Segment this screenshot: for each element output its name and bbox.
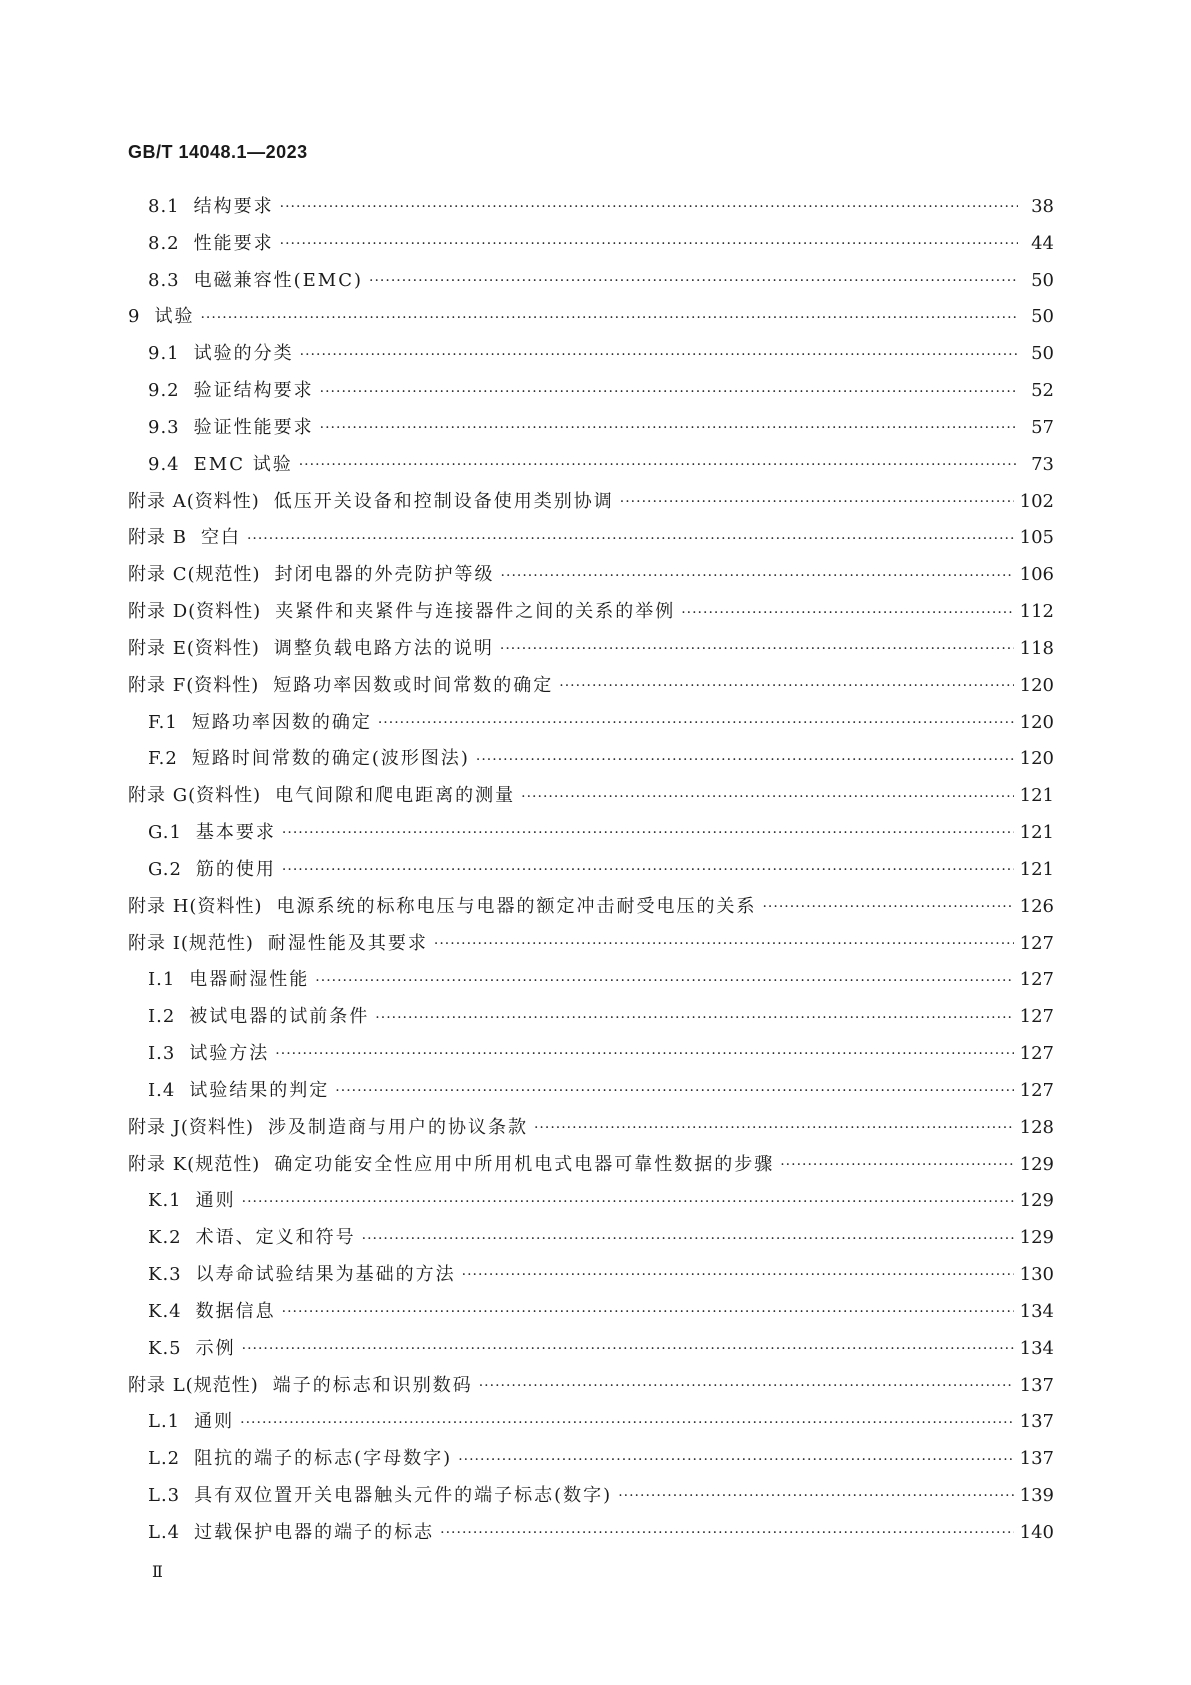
toc-entry-page: 134: [1019, 1300, 1054, 1322]
toc-entry-page: 137: [1019, 1411, 1054, 1433]
toc-entry-title: 试验方法: [189, 1043, 270, 1065]
toc-entry-title: 电气间隙和爬电距离的测量: [275, 785, 516, 807]
toc-entry-number: 附录 B: [128, 527, 187, 549]
toc-entry[interactable]: [128, 965, 1054, 1002]
toc-entry-number: K.1: [148, 1190, 182, 1212]
toc-entry-page: 73: [1031, 453, 1054, 475]
toc-leader-dots: [479, 1380, 1014, 1398]
toc-entry-title: 验证性能要求: [193, 416, 314, 438]
toc-entry[interactable]: [128, 1297, 1054, 1334]
toc-entry-number: 8.2: [148, 232, 180, 254]
toc-leader-dots: [315, 975, 1013, 993]
toc-entry-number: L.1: [148, 1411, 181, 1433]
toc-entry[interactable]: [128, 339, 1054, 376]
toc-entry-title: 试验: [154, 306, 195, 328]
toc-leader-dots: [242, 1196, 1014, 1214]
toc-entry[interactable]: [128, 744, 1054, 781]
toc-entry-page: 112: [1019, 601, 1054, 623]
toc-entry[interactable]: [128, 1334, 1054, 1371]
toc-entry-page: 134: [1019, 1337, 1054, 1359]
toc-entry[interactable]: [128, 781, 1054, 818]
toc-entry-title: 示例: [195, 1337, 236, 1359]
toc-leader-dots: [434, 938, 1014, 956]
toc-entry-title: 端子的标志和识别数码: [272, 1374, 473, 1396]
toc-entry[interactable]: [128, 1223, 1054, 1260]
toc-leader-dots: [369, 275, 1018, 293]
toc-leader-dots: [476, 754, 1014, 772]
toc-leader-dots: [362, 1233, 1014, 1251]
toc-leader-dots: [500, 643, 1014, 661]
toc-entry-page: 121: [1019, 822, 1054, 844]
toc-entry-title: 电源系统的标称电压与电器的额定冲击耐受电压的关系: [276, 895, 757, 917]
toc-leader-dots: [780, 1159, 1013, 1177]
toc-entry-title: 术语、定义和符号: [195, 1227, 356, 1249]
toc-entry-page: 102: [1019, 490, 1054, 512]
toc-entry-page: 137: [1019, 1374, 1054, 1396]
toc-entry[interactable]: [128, 1186, 1054, 1223]
toc-leader-dots: [462, 1269, 1014, 1287]
toc-entry[interactable]: [128, 634, 1054, 671]
toc-entry[interactable]: [128, 487, 1054, 524]
toc-entry-title: 夹紧件和夹紧件与连接器件之间的关系的举例: [275, 601, 676, 623]
toc-entry[interactable]: [128, 818, 1054, 855]
toc-entry-number: K.4: [148, 1300, 182, 1322]
toc-leader-dots: [282, 1306, 1014, 1324]
toc-entry[interactable]: [128, 1518, 1054, 1555]
toc-entry-number: 9.1: [148, 343, 180, 365]
toc-entry-page: 127: [1019, 1043, 1054, 1065]
toc-entry-page: 120: [1019, 748, 1054, 770]
toc-entry-page: 140: [1019, 1521, 1054, 1543]
toc-entry-page: 120: [1019, 674, 1054, 696]
toc-entry-title: 确定功能安全性应用中所用机电式电器可靠性数据的步骤: [274, 1153, 775, 1175]
toc-entry-number: K.2: [148, 1227, 182, 1249]
toc-entry[interactable]: [128, 1371, 1054, 1408]
toc-leader-dots: [534, 1122, 1014, 1140]
toc-entry[interactable]: [128, 929, 1054, 966]
toc-entry-number: I.2: [148, 1006, 176, 1028]
toc-entry-number: I.3: [148, 1043, 176, 1065]
toc-entry-title: 短路时间常数的确定(波形图法): [191, 748, 470, 770]
toc-leader-dots: [335, 1085, 1013, 1103]
toc-entry-title: 短路功率因数的确定: [191, 711, 372, 733]
toc-entry-title: EMC 试验: [193, 453, 293, 475]
toc-entry-page: 127: [1019, 1079, 1054, 1101]
toc-entry-title: 结构要求: [193, 196, 274, 217]
toc-entry-page: 128: [1019, 1116, 1054, 1138]
toc-entry-number: 9.4: [148, 453, 180, 475]
toc-entry-number: F.2: [148, 748, 178, 770]
toc-entry-page: 137: [1019, 1448, 1054, 1470]
toc-entry-title: 筋的使用: [195, 858, 276, 880]
toc-leader-dots: [300, 349, 1018, 367]
toc-entry-title: 数据信息: [195, 1300, 276, 1322]
toc-entry-page: 121: [1019, 858, 1054, 880]
toc-entry-title: 被试电器的试前条件: [189, 1006, 370, 1028]
toc-entry-number: 附录 K(规范性): [128, 1153, 261, 1175]
toc-leader-dots: [681, 607, 1013, 625]
toc-entry-number: L.4: [148, 1521, 181, 1543]
toc-entry-title: 低压开关设备和控制设备使用类别协调: [273, 490, 614, 512]
toc-entry-number: 8.3: [148, 269, 180, 291]
toc-entry-page: 130: [1019, 1264, 1054, 1286]
document-code: GB/T 14048.1—2023: [128, 142, 308, 162]
toc-entry-title: 试验结果的判定: [189, 1079, 330, 1101]
toc-entry-page: 50: [1031, 269, 1054, 291]
toc-entry-number: I.1: [148, 969, 176, 991]
toc-leader-dots: [320, 422, 1018, 440]
toc-entry-number: F.1: [148, 711, 178, 733]
toc-entry[interactable]: [128, 376, 1054, 413]
toc-entry-number: K.3: [148, 1264, 182, 1286]
toc-entry-title: 耐湿性能及其要求: [267, 932, 428, 954]
toc-entry[interactable]: [128, 1113, 1054, 1150]
toc-entry-page: 118: [1019, 637, 1054, 659]
toc-entry[interactable]: [128, 1002, 1054, 1039]
toc-entry[interactable]: [128, 1407, 1054, 1444]
toc-entry-number: 附录 C(规范性): [128, 564, 261, 586]
toc-entry-page: 126: [1019, 895, 1054, 917]
toc-leader-dots: [375, 1012, 1013, 1030]
toc-entry[interactable]: [128, 855, 1054, 892]
toc-entry-title: 涉及制造商与用户的协议条款: [267, 1116, 528, 1138]
toc-entry[interactable]: [128, 302, 1054, 339]
toc-entry[interactable]: [128, 413, 1054, 450]
toc-entry-title: 封闭电器的外壳防护等级: [274, 564, 495, 586]
table-of-contents: [128, 192, 1054, 1555]
toc-entry-title: 空白: [200, 527, 241, 549]
toc-entry-page: 129: [1019, 1153, 1054, 1175]
toc-leader-dots: [618, 1490, 1013, 1508]
toc-entry-title: 短路功率因数或时间常数的确定: [273, 674, 554, 696]
toc-entry-page: 127: [1019, 1006, 1054, 1028]
page-number: Ⅱ: [152, 1562, 163, 1581]
toc-leader-dots: [299, 459, 1018, 477]
toc-entry[interactable]: [128, 597, 1054, 634]
toc-entry-number: 附录 J(资料性): [128, 1116, 254, 1138]
toc-entry-title: 基本要求: [195, 822, 276, 844]
toc-entry-number: G.1: [148, 822, 182, 844]
toc-leader-dots: [200, 312, 1018, 330]
toc-entry-title: 阻抗的端子的标志(字母数字): [194, 1448, 453, 1470]
toc-entry-number: 9.3: [148, 416, 180, 438]
toc-entry-number: G.2: [148, 858, 182, 880]
toc-entry[interactable]: [128, 1076, 1054, 1113]
toc-entry-title: 通则: [195, 1190, 236, 1212]
toc-entry-title: 性能要求: [193, 232, 274, 254]
toc-leader-dots: [458, 1454, 1013, 1472]
toc-leader-dots: [282, 864, 1014, 882]
toc-leader-dots: [620, 496, 1014, 514]
toc-leader-dots: [378, 717, 1014, 735]
toc-entry-page: 38: [1031, 196, 1054, 217]
toc-leader-dots: [282, 827, 1014, 845]
toc-entry[interactable]: [128, 523, 1054, 560]
toc-entry-number: 附录 G(资料性): [128, 785, 262, 807]
toc-entry[interactable]: [128, 708, 1054, 745]
toc-entry-number: 附录 D(资料性): [128, 601, 262, 623]
toc-leader-dots: [521, 791, 1013, 809]
toc-entry[interactable]: [128, 450, 1054, 487]
toc-entry-page: 52: [1031, 380, 1054, 402]
toc-entry-number: L.2: [148, 1448, 181, 1470]
toc-entry-title: 通则: [194, 1411, 235, 1433]
toc-entry-page: 139: [1019, 1484, 1054, 1506]
toc-leader-dots: [762, 901, 1013, 919]
toc-entry[interactable]: [128, 1039, 1054, 1076]
toc-entry[interactable]: [128, 892, 1054, 929]
toc-entry-number: L.3: [148, 1484, 181, 1506]
toc-leader-dots: [280, 201, 1018, 219]
toc-entry-number: 附录 H(资料性): [128, 895, 263, 917]
toc-entry-title: 电磁兼容性(EMC): [193, 269, 364, 291]
toc-leader-dots: [559, 680, 1013, 698]
toc-entry-title: 试验的分类: [193, 343, 294, 365]
toc-entry-number: 附录 A(资料性): [128, 490, 260, 512]
toc-entry-number: 附录 E(资料性): [128, 637, 260, 659]
toc-entry-page: 127: [1019, 932, 1054, 954]
toc-leader-dots: [247, 533, 1014, 551]
toc-entry[interactable]: [128, 266, 1054, 303]
toc-leader-dots: [280, 238, 1018, 256]
toc-entry-title: 电器耐湿性能: [189, 969, 310, 991]
toc-entry-number: I.4: [148, 1079, 176, 1101]
toc-entry-page: 106: [1019, 564, 1054, 586]
toc-entry-page: 120: [1019, 711, 1054, 733]
toc-leader-dots: [320, 386, 1018, 404]
toc-entry-page: 50: [1031, 343, 1054, 365]
toc-entry-number: 附录 F(资料性): [128, 674, 260, 696]
toc-entry[interactable]: [128, 1444, 1054, 1481]
toc-leader-dots: [242, 1343, 1014, 1361]
toc-entry-page: 57: [1031, 416, 1054, 438]
toc-leader-dots: [440, 1527, 1014, 1545]
toc-entry[interactable]: [128, 1260, 1054, 1297]
toc-entry-page: 50: [1031, 306, 1054, 328]
toc-entry-number: 附录 L(规范性): [128, 1374, 259, 1396]
toc-leader-dots: [275, 1048, 1013, 1066]
toc-entry-number: 8.1: [148, 196, 180, 217]
toc-entry-title: 验证结构要求: [193, 380, 314, 402]
toc-entry-page: 121: [1019, 785, 1054, 807]
toc-entry-title: 具有双位置开关电器触头元件的端子标志(数字): [194, 1484, 613, 1506]
toc-entry-page: 129: [1019, 1227, 1054, 1249]
toc-entry-number: 9: [128, 306, 141, 328]
toc-entry[interactable]: [128, 1481, 1054, 1518]
toc-entry-page: 105: [1019, 527, 1054, 549]
toc-entry[interactable]: [128, 1150, 1054, 1187]
toc-entry-title: 过载保护电器的端子的标志: [194, 1521, 435, 1543]
toc-entry-page: 44: [1031, 232, 1054, 254]
toc-leader-dots: [501, 570, 1014, 588]
toc-entry-number: 9.2: [148, 380, 180, 402]
toc-leader-dots: [240, 1417, 1014, 1435]
toc-entry[interactable]: [128, 229, 1054, 266]
toc-entry-title: 调整负载电路方法的说明: [273, 637, 494, 659]
toc-entry-number: 附录 I(规范性): [128, 932, 254, 954]
toc-entry-title: 以寿命试验结果为基础的方法: [195, 1264, 456, 1286]
toc-entry-page: 129: [1019, 1190, 1054, 1212]
toc-entry[interactable]: [128, 560, 1054, 597]
toc-entry[interactable]: [128, 192, 1054, 229]
toc-entry[interactable]: [128, 671, 1054, 708]
toc-entry-number: K.5: [148, 1337, 182, 1359]
toc-entry-page: 127: [1019, 969, 1054, 991]
